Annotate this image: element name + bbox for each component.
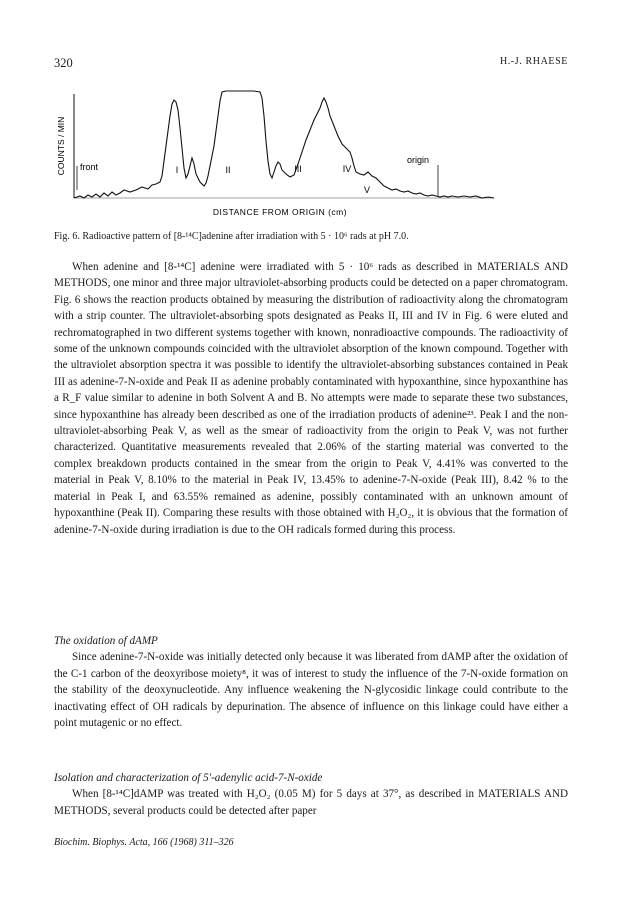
paragraph-oxidation: Since adenine-7-N-oxide was initially detected only because it was liberated from dAMP after the oxidation of the C-1 carbon of the deoxyribose moiety⁸, it was of interest to study the influence of the 7-N-oxide formation on the stability of the deoxynucleotide. Any influence weakening the N-glycosidic linkage could contribute to the inactivating effect of OH radicals by depurination. The absence of influence on this linkage could have either a point mutagenic or no effect. [54,651,568,730]
body-section-3 [54,770,568,819]
front-label: front [80,162,99,172]
peak-label-ii: II [225,165,231,175]
body-section-1 [54,259,568,538]
running-head: H.-J. RHAESE [499,56,568,67]
body-section-2 [54,633,568,731]
y-axis-label: COUNTS / MIN [56,116,66,176]
paragraph-isolation: When [8-¹⁴C]dAMP was treated with H₂O₂ (0.05 M) for 5 days at 37°, as described in MATERIALS AND METHODS, several products could be detected after paper [54,788,568,817]
paragraph-results: When adenine and [8-¹⁴C] adenine were irradiated with 5 · 10⁶ rads as described in MATERIALS AND METHODS, one minor and three major ultraviolet-absorbing products could be detected on a paper chromatogram. Fig. 6 shows the reaction products obtained by measuring the distribution of radioactivity along the chromatogram with a strip counter. The ultraviolet-absorbing spots designated as Peaks II, III and IV in Fig. 6 were eluted and rechromatographed in two different systems together with known, nonradioactive compounds. The radioactivity of some of the unknown compounds coincided with the ultraviolet absorption of the known compound. Together with the ultraviolet absorption spectra it was possible to identify the ultraviolet-absorbing substances contained in Peak III as adenine-7-N-oxide and Peak II as adenine probably contaminated with hypoxanthine, since hypoxanthine has a R_F value similar to adenine in both Solvent A and B. No attempts were made to separate these two substances, since hypoxanthine has already been described as one of the irradiation products of adenine²³. Peak I and the non-ultraviolet-absorbing Peak V, as well as the smear of radioactivity from the origin to Peak V, was not further characterized. Quantitative measurements revealed that 2.06% of the starting material was converted to the complex breakdown products contained in the smear from the origin to Peak V, 4.41% was converted to the material in Peak V, 8.10% to the material in Peak IV, 13.45% to adenine-7-N-oxide (Peak III), 8.42 % to the material in Peak I, and 63.55% remained as adenine, possibly contaminated with an unknown amount of hypoxanthine (Peak II). Comparing these results with those obtained with H₂O₂, it is obvious that the formation of adenine-7-N-oxide during irradiation is due to the OH radicals formed during this process. [54,261,568,536]
peak-label-v: V [363,185,371,195]
figure-caption: Fig. 6. Radioactive pattern of [8-¹⁴C]adenine after irradiation with 5 · 10⁶ rads at pH 7.0. [54,231,409,242]
peak-label-iv: IV [342,164,352,174]
origin-label: origin [407,155,430,165]
journal-footer: Biochim. Biophys. Acta, 166 (1968) 311–326 [54,837,234,848]
page-number: 320 [54,56,73,70]
page-header [54,56,568,72]
figure-6 [54,86,566,222]
section-heading-oxidation: The oxidation of dAMP [54,635,158,647]
x-axis-label: DISTANCE FROM ORIGIN (cm) [212,207,348,217]
radioactivity-plot [54,86,566,222]
peak-label-iii: III [294,164,302,174]
radioactivity-trace [74,91,494,198]
section-heading-isolation: Isolation and characterization of 5′-adenylic acid-7-N-oxide [54,772,323,784]
peak-label-i: I [175,165,179,175]
